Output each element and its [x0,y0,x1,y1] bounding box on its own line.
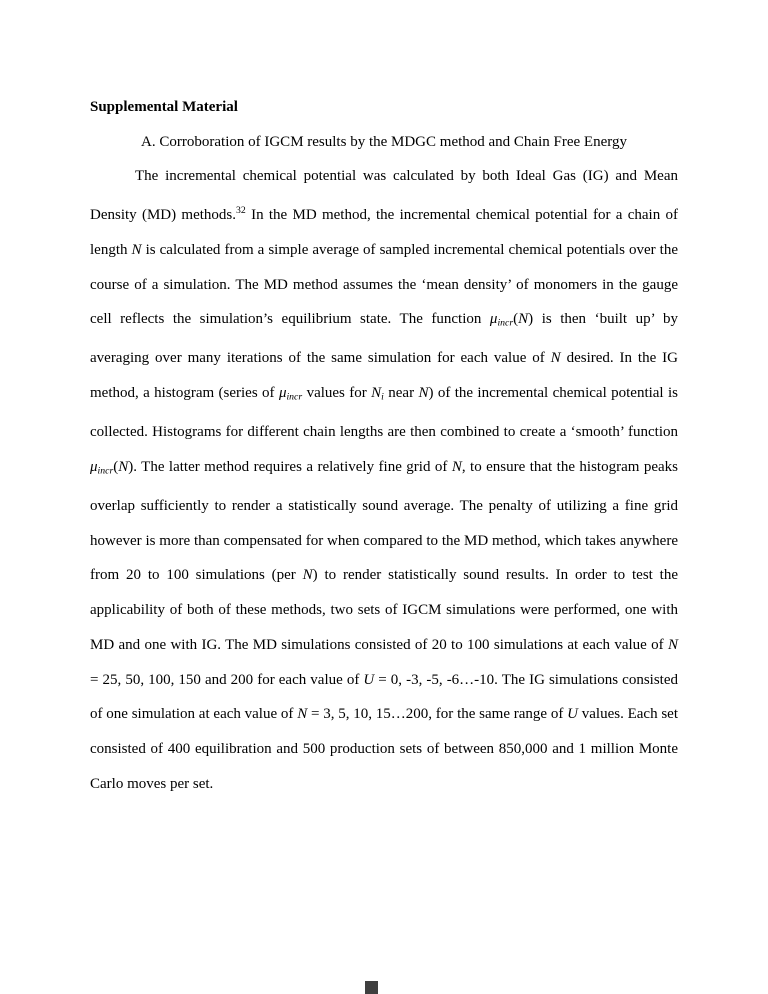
section-heading: Supplemental Material [90,99,238,115]
scroll-indicator [365,981,378,994]
body-paragraph: The incremental chemical potential was calculated by both Ideal Gas (IG) and Mean Density (MD) methods.$^{32}$ In the MD method, the incremental chemical potential for a chain of length N is calculated from a simple average of sampled incremental chemical potentials over the course of a simulation. The MD method assumes the ‘mean density’ of monomers in the gauge cell reflects the simulation’s equilibrium state. The function μincr(N) is then ‘built up’ by averaging over many iterations of the same simulation for each value of N desired. In the IG method, a histogram (series of μincr values for Ni near N) of the incremental chemical potential is collected. Histograms for different chain lengths are then combined to create a ‘smooth’ function μincr(N). The latter method requires a relatively fine grid of N, to ensure that the histogram peaks overlap sufficiently to render a statistically sound average. The penalty of utilizing a fine grid however is more than compensated for when compared to the MD method, which takes anywhere from 20 to 100 simulations (per N) to render statistically sound results. In order to test the applicability of both of these methods, two sets of IGCM simulations were performed, one with MD and one with IG. The MD simulations consisted of 20 to 100 simulations at each value of N = 25, 50, 100, 150 and 200 for each value of U = 0, -3, -5, -6…-10. The IG simulations consisted of one simulation at each value of N = 3, 5, 10, 15…200, for the same range of U values. Each set consisted of 400 equilibration and 500 production sets of between 850,000 and 1 million Monte Carlo moves per set. [90,168,679,792]
subsection-title: A. Corroboration of IGCM results by the MDGC method and Chain Free Energy [141,133,627,150]
